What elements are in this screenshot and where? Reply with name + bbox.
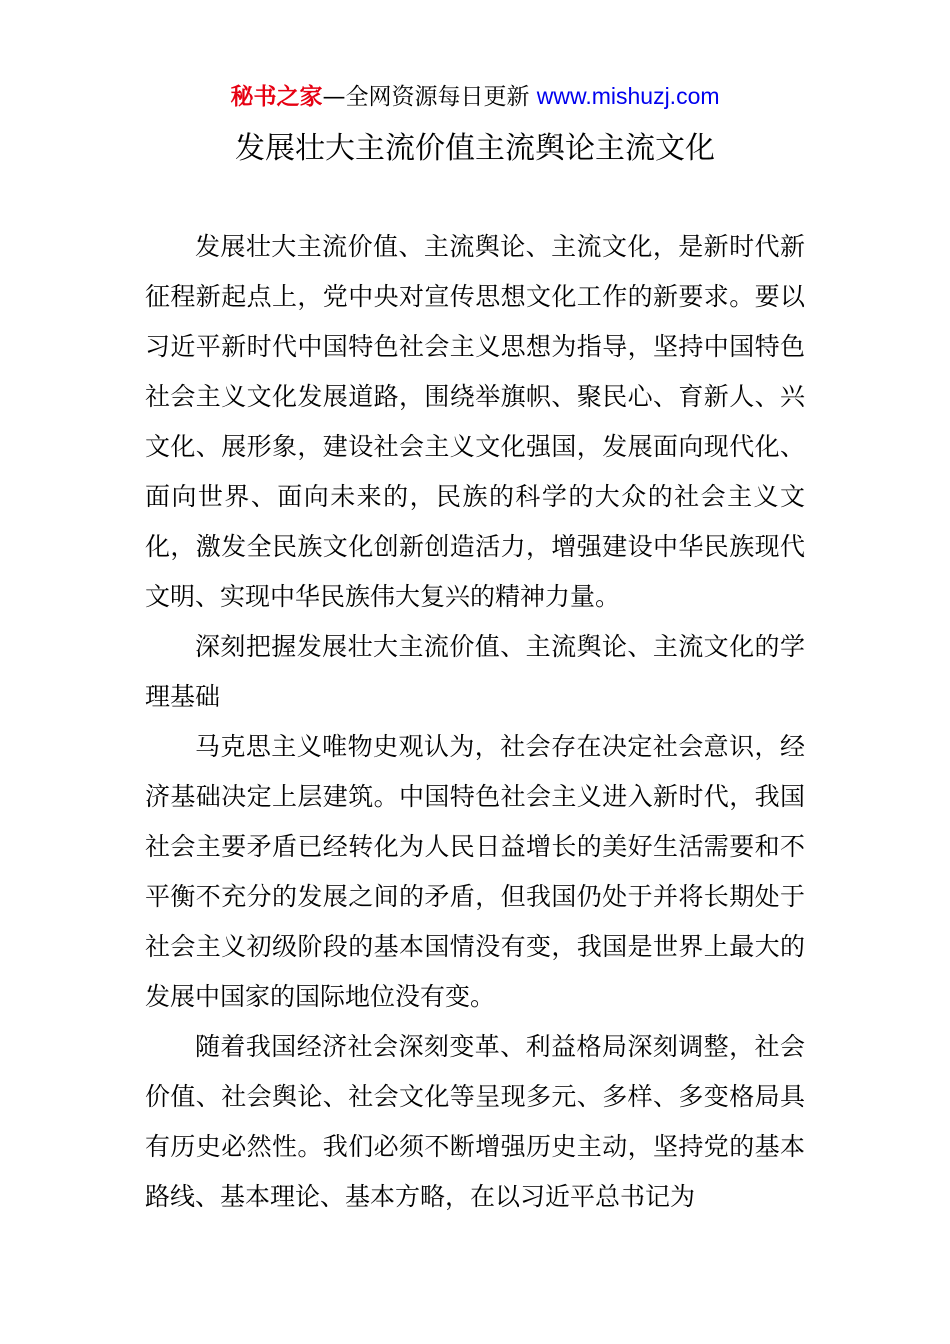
- paragraph-intro: 发展壮大主流价值、主流舆论、主流文化，是新时代新征程新起点上，党中央对宣传思想文化工作的新要求。要以习近平新时代中国特色社会主义思想为指导，坚持中国特色社会主义文化发展道路，围绕举旗帜、聚民心、育新人、兴文化、展形象，建设社会主义文化强国，发展面向现代化、面向世界、面向未来的，民族的科学的大众的社会主义文化，激发全民族文化创新创造活力，增强建设中华民族现代文明、实现中华民族伟大复兴的精神力量。: [145, 232, 805, 611]
- document-body: [145, 222, 805, 1222]
- document-title: 发展壮大主流价值主流舆论主流文化: [235, 131, 715, 166]
- paragraph-reform: 随着我国经济社会深刻变革、利益格局深刻调整，社会价值、社会舆论、社会文化等呈现多元、多样、多变格局具有历史必然性。我们必须不断增强历史主动，坚持党的基本路线、基本理论、基本方略，在以习近平总书记为: [145, 1032, 805, 1211]
- site-header: [0, 80, 950, 113]
- paragraph-theory: 马克思主义唯物史观认为，社会存在决定社会意识，经济基础决定上层建筑。中国特色社会主义进入新时代，我国社会主要矛盾已经转化为人民日益增长的美好生活需要和不平衡不充分的发展之间的矛盾，但我国仍处于并将长期处于社会主义初级阶段的基本国情没有变，我国是世界上最大的发展中国家的国际地位没有变。: [145, 732, 805, 1011]
- section-heading: 深刻把握发展壮大主流价值、主流舆论、主流文化的学理基础: [145, 632, 805, 711]
- site-brand: 秘书之家: [230, 84, 323, 110]
- site-url-link[interactable]: www.mishuzj.com: [536, 83, 720, 109]
- site-tagline: —全网资源每日更新: [322, 84, 537, 110]
